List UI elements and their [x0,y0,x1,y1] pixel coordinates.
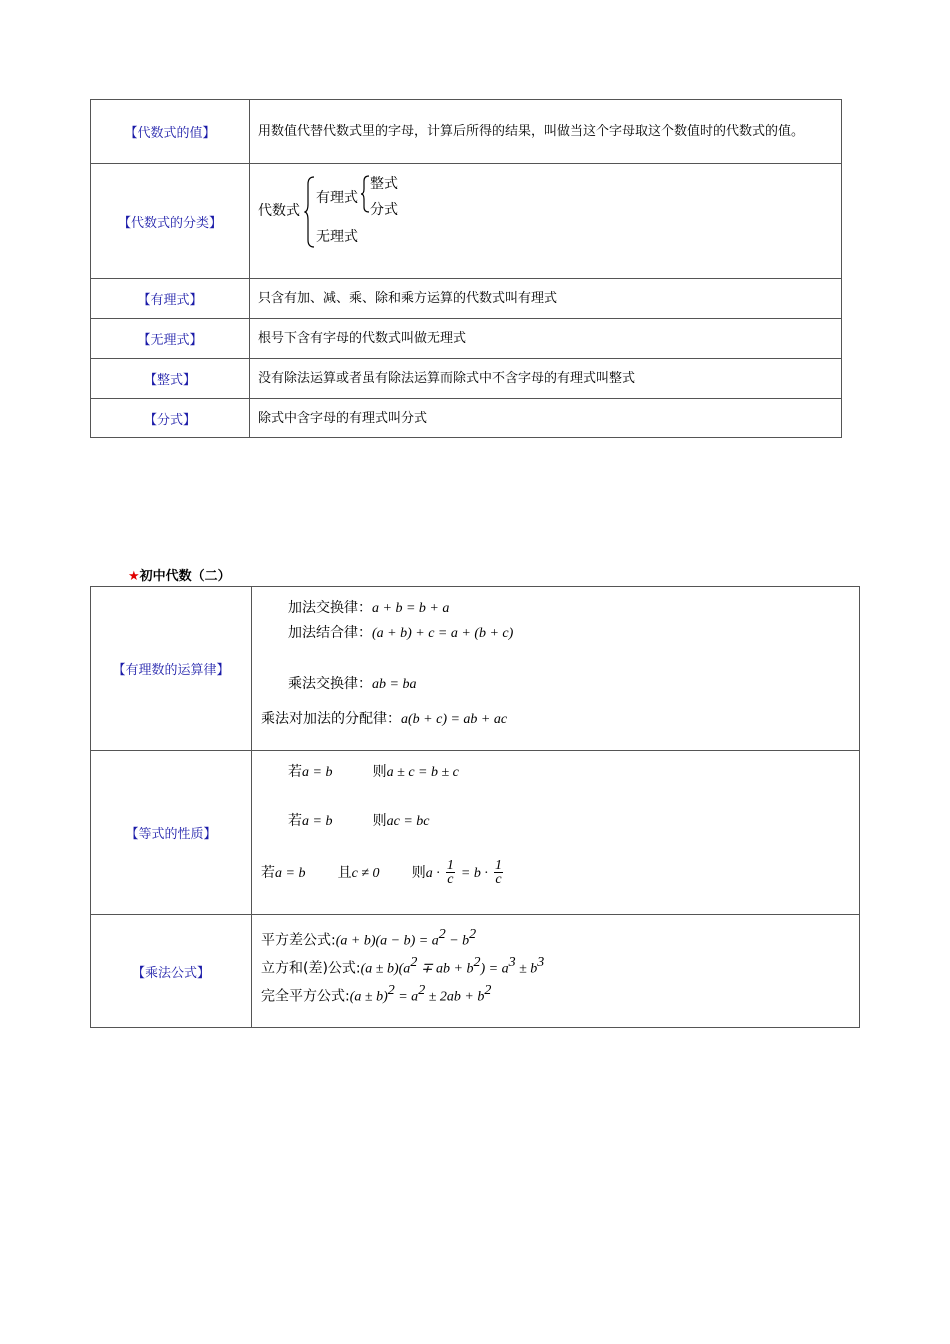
class-integral: 整式 [370,176,398,192]
table-row [91,751,860,915]
sum-difference-of-cubes: 立方和(差)公式:(a ± $b)(a^2$ ∓ ab + $b^2) = a^3 \pm b^3$ [261,955,545,977]
difference-of-squares: 平方差公式:(a + $b)(a - b) = a^2 - b^2$ [261,927,477,949]
class-fractional: 分式 [370,202,398,218]
definition-cell: 没有除法运算或者虽有除法运算而除式中不含字母的有理式叫整式 [250,359,842,399]
star-icon: ★ [128,569,140,584]
class-irrational: 无理式 [316,229,358,245]
classification-diagram [250,164,842,279]
add-associative-law: 加法结合律：(a + b) + c = a + (b + c) [288,625,514,641]
algebra-definitions-table [90,99,842,438]
inner-brace-icon [360,175,370,213]
definition-cell: 只含有加、减、乘、除和乘方运算的代数式叫有理式 [250,279,842,319]
definition-cell: 除式中含字母的有理式叫分式 [250,399,842,438]
table-row [91,319,842,359]
table-row [91,100,842,164]
table-row [91,399,842,438]
term-cell: 【整式】 [91,359,250,399]
table-row [91,279,842,319]
equality-property-2: 若a = b 则ac = bc [288,813,430,829]
term-cell: 【分式】 [91,399,250,438]
section-title-text: 初中代数（二） [139,569,231,584]
distributive-law: 乘法对加法的分配律：a(b + c) = ab + ac [261,711,508,727]
term-cell: 【有理数的运算律】 [91,587,252,751]
table-row [91,587,860,751]
add-commutative-law: 加法交换律：a + b = b + a [288,600,450,616]
class-rational: 有理式 [316,190,358,206]
equality-cell [252,751,860,915]
definition-cell: 根号下含有字母的代数式叫做无理式 [250,319,842,359]
perfect-square: 完全平方公式:(a ± $b)^2 = a^2 \pm 2ab + b^2$ [261,983,492,1005]
section-title [128,565,231,584]
term-cell: 【等式的性质】 [91,751,252,915]
laws-cell [252,587,860,751]
term-cell: 【代数式的值】 [91,100,250,164]
term-cell: 【代数式的分类】 [91,164,250,279]
fraction-one-over-c: $\frac{1}{c}$ [494,858,502,887]
algebra-formulas-table [90,586,860,1028]
table-row [91,164,842,279]
term-cell: 【无理式】 [91,319,250,359]
outer-brace-icon [304,176,316,248]
formulas-cell [252,915,860,1028]
table-row [91,359,842,399]
term-cell: 【乘法公式】 [91,915,252,1028]
equality-property-3: 若a = b 且c ≠ 0 则a · $\frac{1}{c}$ = b · $\frac{1}{c}$ [261,858,502,887]
fraction-one-over-c: $\frac{1}{c}$ [446,858,454,887]
equality-property-1: 若a = b 则a ± c = b ± c [288,764,459,780]
mul-commutative-law: 乘法交换律：ab = ba [288,676,417,692]
table-row [91,915,860,1028]
definition-cell: 用数值代替代数式里的字母，计算后所得的结果，叫做当这个字母取这个数值时的代数式的值。 [250,100,842,164]
term-cell: 【有理式】 [91,279,250,319]
class-root: 代数式 [258,203,300,219]
